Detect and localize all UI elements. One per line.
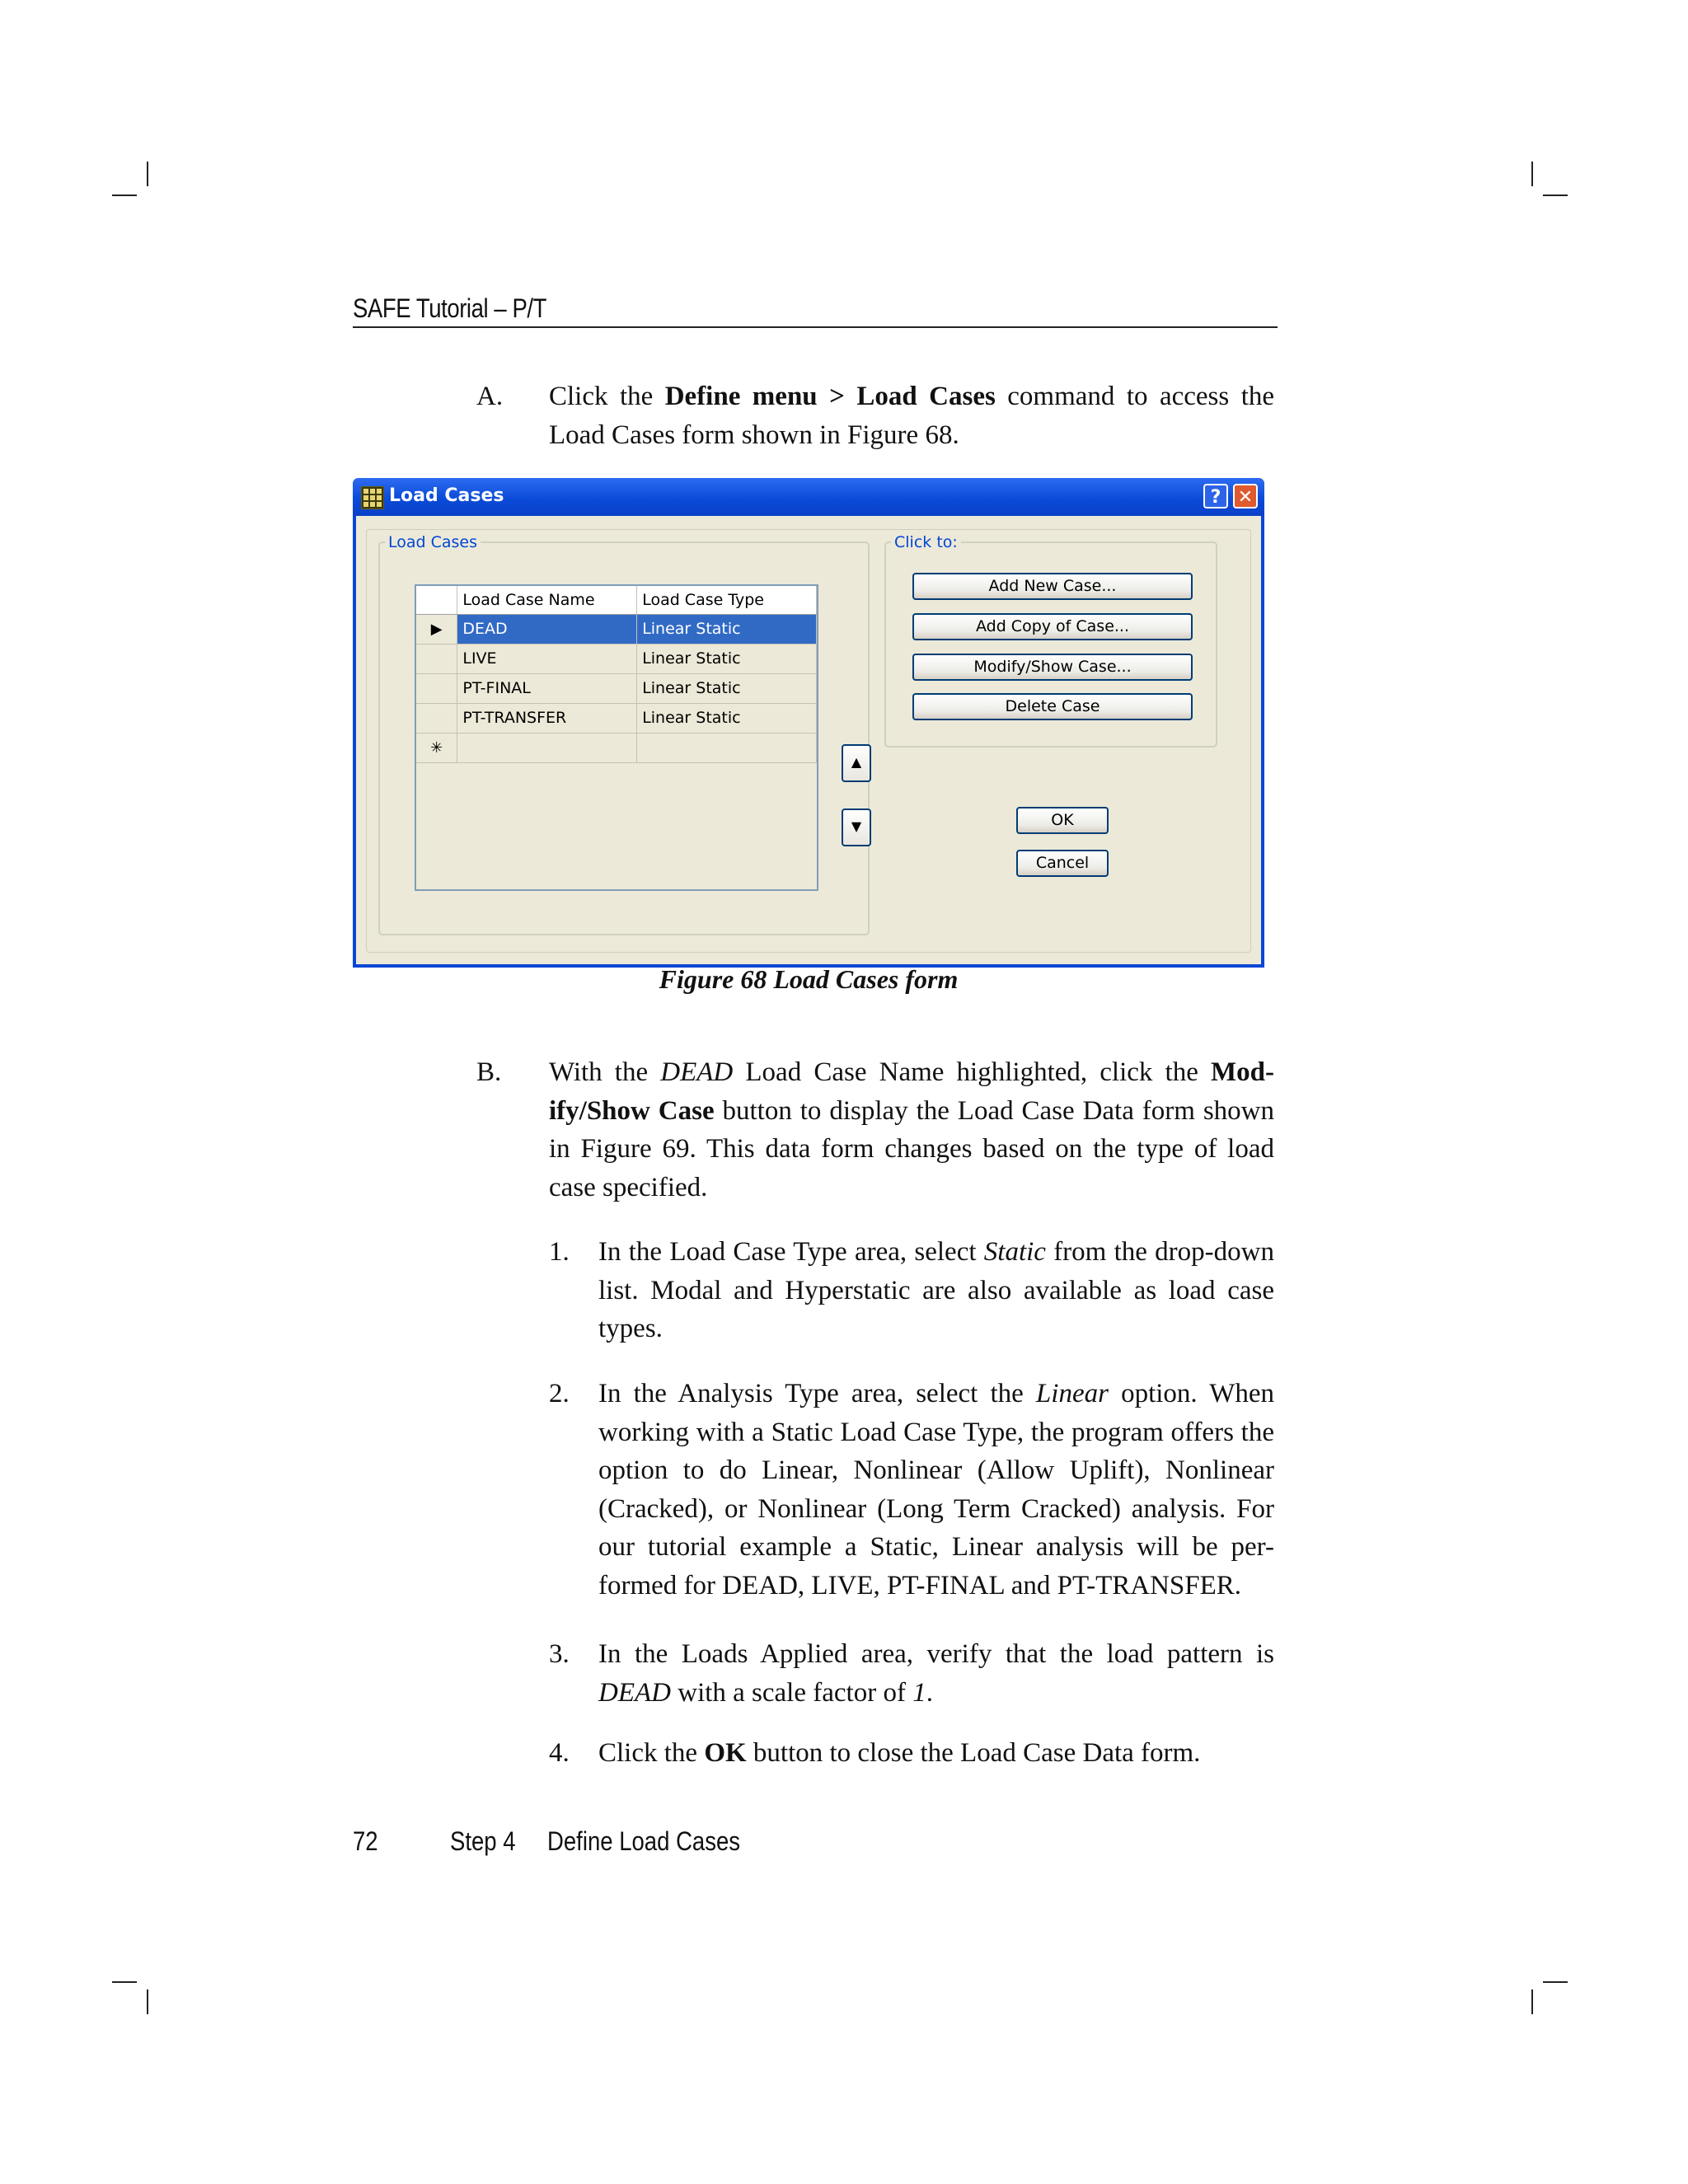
move-up-button[interactable] xyxy=(842,744,871,782)
footer-section: Define Load Cases xyxy=(547,1826,741,1856)
move-down-icon: ▼ xyxy=(851,818,862,834)
crop-mark xyxy=(1531,162,1533,186)
page-number: 72 xyxy=(353,1826,378,1856)
dialog-title: Load Cases xyxy=(389,485,504,506)
cell-type[interactable]: Linear Static xyxy=(637,703,817,733)
crop-mark xyxy=(147,162,148,186)
cell-name[interactable]: PT-TRANSFER xyxy=(457,703,637,733)
running-header: SAFE Tutorial – P/T xyxy=(353,293,547,323)
step-b-marker: B. xyxy=(476,1057,502,1087)
cell-name[interactable] xyxy=(457,733,637,762)
grid-header-row xyxy=(416,586,817,614)
step-b-dead: DEAD xyxy=(660,1057,734,1087)
step-2-linear: Linear xyxy=(1035,1379,1109,1408)
step-1-text-1: In the Load Case Type area, select xyxy=(598,1237,984,1267)
cell-name[interactable]: LIVE xyxy=(457,644,637,673)
step-b-text-1: With the xyxy=(549,1057,661,1087)
step-3-text xyxy=(598,1635,1274,1712)
load-cases-table xyxy=(416,586,817,763)
step-b-text xyxy=(549,1053,1274,1207)
ok-button[interactable]: OK xyxy=(1016,807,1109,834)
step-2-marker: 2. xyxy=(549,1379,570,1408)
crop-mark xyxy=(147,1990,148,2014)
step-2-text xyxy=(598,1375,1274,1605)
step-3-text-3: . xyxy=(926,1677,933,1708)
step-b-text-2: Load Case Name highlighted, click the xyxy=(733,1057,1211,1087)
step-a-command: Define menu > Load Cases xyxy=(664,382,996,411)
cell-type[interactable] xyxy=(637,733,817,762)
cell-name[interactable]: PT-FINAL xyxy=(457,673,637,703)
step-1-text xyxy=(598,1233,1274,1348)
close-icon[interactable]: ✕ xyxy=(1233,484,1258,509)
crop-mark xyxy=(112,1981,137,1983)
row-header[interactable] xyxy=(416,703,457,733)
cell-type[interactable]: Linear Static xyxy=(637,673,817,703)
step-4-marker: 4. xyxy=(549,1738,570,1768)
crop-mark xyxy=(112,194,137,196)
table-row[interactable] xyxy=(416,673,817,703)
step-a-text-2: command to access the Load Cases form shown in Figure 68. xyxy=(549,382,1275,450)
new-row-icon[interactable]: ✳ xyxy=(416,733,457,762)
row-header[interactable] xyxy=(416,673,457,703)
step-3-text-2: with a scale factor of xyxy=(670,1677,913,1708)
step-a-text-1: Click the xyxy=(549,382,665,411)
step-4-text-1: Click the xyxy=(598,1738,705,1768)
table-row[interactable] xyxy=(416,614,817,644)
step-b-text-3: button to display the Load Case Data form shown in Figure 69. This data form changes based on the type of load case specified. xyxy=(549,1095,1275,1202)
cancel-button[interactable]: Cancel xyxy=(1016,850,1109,877)
step-2-text-2: option. When working with a Static Load Case Type, the program offers the option to do Linear, Nonlinear (Allow Uplift), Nonlinear (Cracked), or Nonlinear (Long Term Cracked) analysis. For our tutorial example a Static, Linear analysis will be per-formed for DEAD, LIVE, PT-FINAL and PT-TRANSFER. xyxy=(598,1379,1274,1601)
step-a-marker: A. xyxy=(476,382,504,411)
step-3-scale: 1 xyxy=(912,1677,926,1708)
modify-show-case-button[interactable]: Modify/Show Case... xyxy=(912,654,1193,681)
figure-caption: Figure 68 Load Cases form xyxy=(659,964,959,994)
move-up-icon: ▲ xyxy=(851,754,862,770)
column-header-name[interactable]: Load Case Name xyxy=(457,586,637,614)
step-a-text xyxy=(549,377,1274,454)
step-1-text-2: from the drop-down list. Modal and Hyperstatic are also available as load case types. xyxy=(598,1237,1274,1343)
step-1-static: Static xyxy=(983,1237,1046,1267)
cell-type[interactable]: Linear Static xyxy=(637,644,817,673)
help-icon[interactable]: ? xyxy=(1203,484,1228,509)
app-grid-icon xyxy=(361,486,384,509)
step-b-button-name: Mod-ify/Show Case xyxy=(549,1057,1274,1126)
cell-type[interactable]: Linear Static xyxy=(637,614,817,644)
footer-step: Step 4 xyxy=(450,1826,516,1856)
step-4-text xyxy=(598,1734,1274,1773)
dialog-titlebar[interactable] xyxy=(353,478,1264,516)
crop-mark xyxy=(1543,1981,1568,1983)
column-header-type[interactable]: Load Case Type xyxy=(637,586,817,614)
table-row[interactable] xyxy=(416,644,817,673)
step-1-marker: 1. xyxy=(549,1237,570,1267)
step-2-text-1: In the Analysis Type area, select the xyxy=(598,1379,1036,1408)
delete-case-button[interactable]: Delete Case xyxy=(912,693,1193,720)
click-to-group-label: Click to: xyxy=(894,533,958,551)
move-down-button[interactable] xyxy=(842,808,871,846)
load-cases-grid[interactable] xyxy=(415,584,818,891)
crop-mark xyxy=(1531,1990,1533,2014)
dialog-client xyxy=(356,516,1261,964)
step-3-dead: DEAD xyxy=(598,1677,671,1708)
load-cases-group-label: Load Cases xyxy=(388,533,478,551)
dialog-inner-frame xyxy=(366,529,1251,953)
current-row-marker[interactable]: ▶ xyxy=(416,614,457,644)
grid-corner xyxy=(416,586,457,614)
row-header[interactable] xyxy=(416,644,457,673)
table-row[interactable] xyxy=(416,703,817,733)
new-row[interactable] xyxy=(416,733,817,762)
crop-mark xyxy=(1543,194,1568,196)
load-cases-dialog xyxy=(353,478,1264,968)
step-3-marker: 3. xyxy=(549,1639,570,1669)
add-new-case-button[interactable]: Add New Case... xyxy=(912,573,1193,600)
cell-name[interactable]: DEAD xyxy=(457,614,637,644)
step-4-text-2: button to close the Load Case Data form. xyxy=(746,1738,1201,1768)
header-rule xyxy=(353,326,1278,328)
add-copy-of-case-button[interactable]: Add Copy of Case... xyxy=(912,613,1193,640)
step-3-text-1: In the Loads Applied area, verify that the load pattern is xyxy=(598,1639,1274,1669)
step-4-ok: OK xyxy=(704,1738,747,1768)
